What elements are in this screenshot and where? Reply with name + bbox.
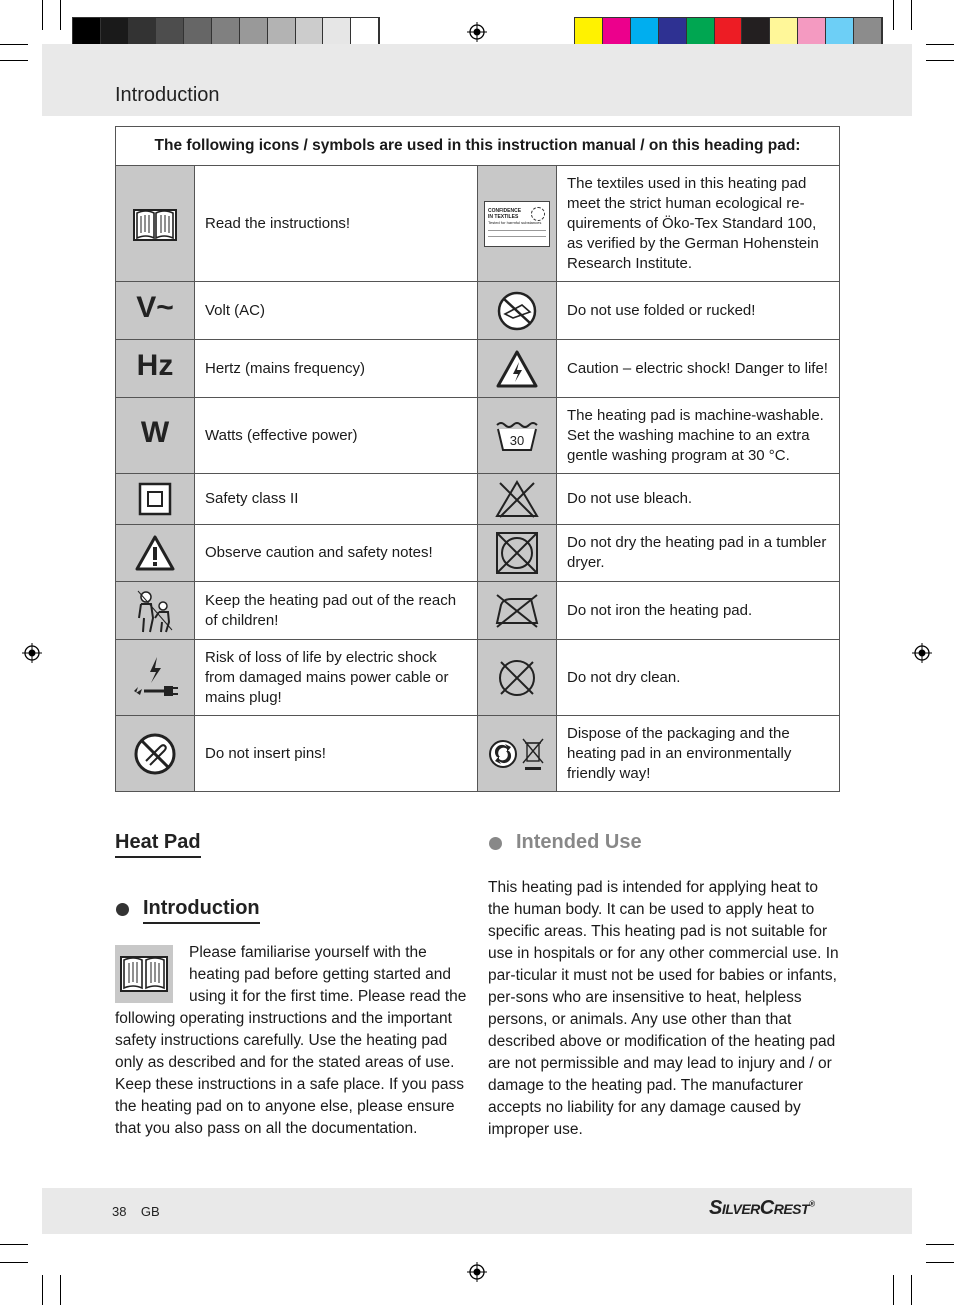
grayscale-color-bar	[72, 17, 380, 45]
symbol-description: Dispose of the packaging and the heating pad in an environmentally friendly way!	[557, 716, 840, 792]
crop-mark	[60, 1275, 61, 1305]
crop-mark	[911, 1275, 912, 1305]
symbol-description: Do not use folded or rucked!	[557, 282, 840, 340]
registration-mark-icon	[467, 22, 487, 42]
crop-mark	[926, 1262, 954, 1263]
crop-mark	[60, 0, 61, 30]
color-swatch	[631, 18, 659, 44]
wash-temperature: 30	[509, 432, 525, 448]
volt-symbol: V~	[136, 291, 174, 324]
oeko-label-line: CONFIDENCE	[488, 207, 522, 214]
bullet-icon	[489, 837, 502, 850]
caution-icon	[116, 525, 195, 582]
volt-ac-icon	[116, 282, 195, 340]
section-title-heat-pad: Heat Pad	[115, 831, 201, 858]
crop-mark	[42, 1275, 43, 1305]
symbol-description: Do not iron the heating pad.	[557, 582, 840, 640]
registration-mark-icon	[467, 1262, 487, 1282]
brand-name: SilverCrest	[709, 1197, 810, 1219]
symbol-description: Watts (effective power)	[195, 398, 478, 474]
color-swatch	[826, 18, 854, 44]
color-swatch	[156, 18, 184, 44]
color-swatch	[854, 18, 882, 44]
crop-mark	[0, 1262, 28, 1263]
color-swatch	[296, 18, 324, 44]
color-swatch	[659, 18, 687, 44]
crop-mark	[926, 44, 954, 45]
color-swatch	[323, 18, 351, 44]
bullet-icon	[116, 903, 129, 916]
hertz-icon	[116, 340, 195, 398]
symbol-description: Observe caution and safety notes!	[195, 525, 478, 582]
introduction-body	[115, 942, 467, 1140]
color-swatch	[715, 18, 743, 44]
symbol-description: The heating pad is machine-washable. Set the washing machine to an extra gentle washing program at 30 °C.	[557, 398, 840, 474]
registered-mark: ®	[809, 1199, 815, 1209]
introduction-text: Please familiarise yourself with the heating pad before getting started and using it for the first time. Please read the following operating instructions and the important safety instructions carefully. Use the heating pad only as described and for the stated areas of use. Keep these instructions in a safe place. If you pass the heating pad on to anyone else, please ensure that you also pass on all the documentation.	[115, 944, 467, 1137]
section-title-introduction: Introduction	[143, 897, 260, 924]
safety-class-ii-icon	[116, 474, 195, 525]
symbol-description: Do not dry clean.	[557, 640, 840, 716]
brand-logo	[709, 1197, 814, 1220]
crop-mark	[911, 0, 912, 30]
page-title: Introduction	[115, 84, 220, 106]
symbol-description: Caution – electric shock! Danger to life!	[557, 340, 840, 398]
process-color-bar	[574, 17, 883, 45]
symbols-table-heading: The following icons / symbols are used in this instruction manual / on this heading pad:	[116, 127, 840, 166]
page-number	[112, 1204, 160, 1219]
no-pins-icon	[116, 716, 195, 792]
no-iron-icon	[478, 582, 557, 640]
registration-mark-icon	[22, 643, 42, 663]
symbol-description: Do not use bleach.	[557, 474, 840, 525]
symbol-description: Read the instructions!	[195, 166, 478, 282]
no-fold-icon	[478, 282, 557, 340]
oeko-label-line: Tested for harmful substances	[488, 219, 542, 225]
symbols-table	[115, 126, 840, 792]
color-swatch	[129, 18, 157, 44]
color-swatch	[268, 18, 296, 44]
crop-mark	[926, 60, 954, 61]
crop-mark	[42, 0, 43, 30]
color-swatch	[212, 18, 240, 44]
color-swatch	[184, 18, 212, 44]
color-swatch	[351, 18, 379, 44]
color-swatch	[687, 18, 715, 44]
color-swatch	[240, 18, 268, 44]
keep-from-children-icon	[116, 582, 195, 640]
symbol-description: Do not insert pins!	[195, 716, 478, 792]
no-tumble-dry-icon	[478, 525, 557, 582]
book-icon	[116, 166, 195, 282]
color-swatch	[742, 18, 770, 44]
symbol-description: Safety class II	[195, 474, 478, 525]
crop-mark	[0, 60, 28, 61]
hertz-symbol: Hz	[136, 349, 174, 382]
language-code: GB	[140, 1204, 160, 1219]
oeko-tex-label-icon	[478, 166, 557, 282]
no-bleach-icon	[478, 474, 557, 525]
watts-icon	[116, 398, 195, 474]
color-swatch	[798, 18, 826, 44]
page-number-value: 38	[112, 1204, 127, 1219]
symbol-description: Hertz (mains frequency)	[195, 340, 478, 398]
color-swatch	[73, 18, 101, 44]
crop-mark	[0, 1244, 28, 1245]
symbol-description: Do not dry the heating pad in a tumbler dryer.	[557, 525, 840, 582]
symbol-description: Risk of loss of life by electric shock from damaged mains power cable or mains plug!	[195, 640, 478, 716]
crop-mark	[926, 1244, 954, 1245]
crop-mark	[0, 44, 28, 45]
electric-warning-icon	[478, 340, 557, 398]
color-swatch	[770, 18, 798, 44]
wash-30-icon	[478, 398, 557, 474]
color-swatch	[603, 18, 631, 44]
symbol-description: The textiles used in this heating pad meet the strict human ecological re-quirements of Öko-Tex Standard 100, as verified by the German Hohenstein Research Institute.	[557, 166, 840, 282]
section-title-intended-use: Intended Use	[516, 831, 642, 853]
crop-mark	[893, 1275, 894, 1305]
color-swatch	[575, 18, 603, 44]
intended-use-body: This heating pad is intended for applying heat to the human body. It can be used to apply heat to specific areas. This heating pad is not suitable for use in hospitals or for any other commercial use. In par-ticular it must not be used for babies or infants, per-sons who are insensitive to heat, helpless persons, or animals. Any use other than that described above or modification of the heating pad are not permissible and may lead to injury and / or damage to the heating pad. The manufacturer accepts no liability for any damage caused by improper use.	[488, 879, 839, 1138]
registration-mark-icon	[912, 643, 932, 663]
recycle-dispose-icon	[478, 716, 557, 792]
crop-mark	[893, 0, 894, 30]
no-dry-clean-icon	[478, 640, 557, 716]
color-swatch	[101, 18, 129, 44]
damaged-cable-icon	[116, 640, 195, 716]
oeko-label-line: IN TEXTILES	[488, 213, 519, 220]
watts-symbol: W	[140, 416, 170, 449]
symbol-description: Volt (AC)	[195, 282, 478, 340]
symbol-description: Keep the heating pad out of the reach of children!	[195, 582, 478, 640]
